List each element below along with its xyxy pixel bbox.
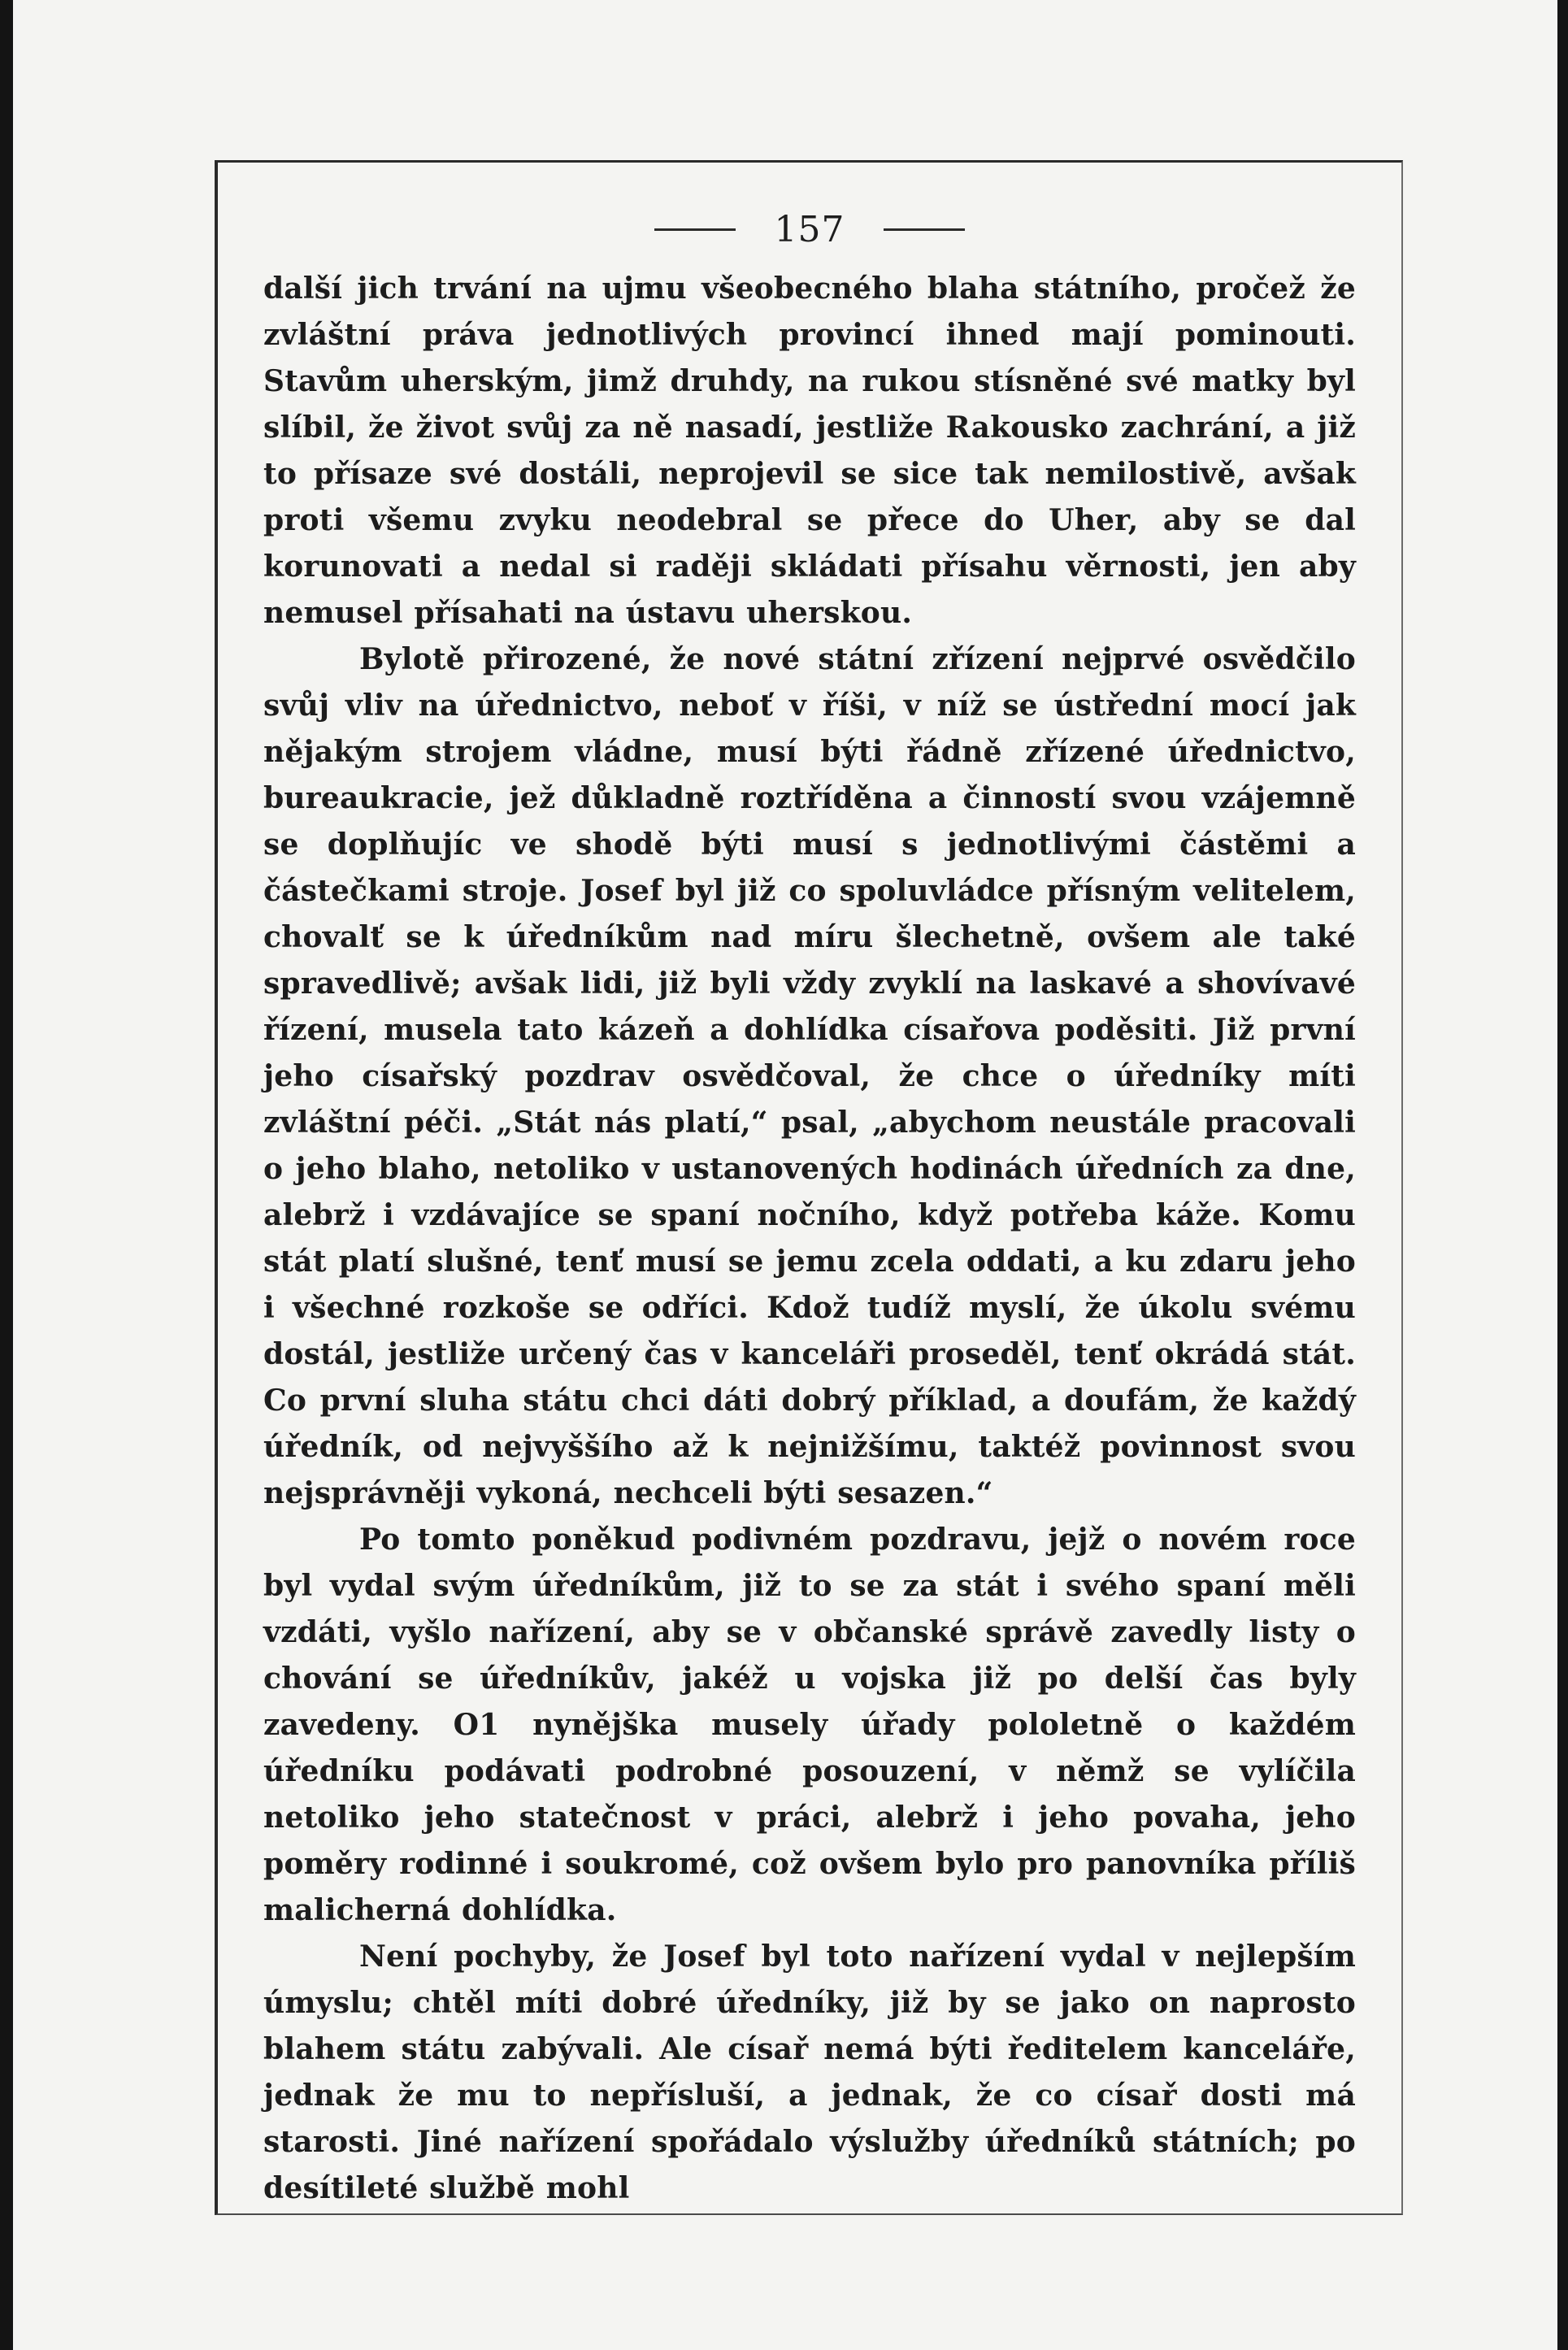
paragraph: Bylotě přirozené, že nové státní zřízení nejprvé osvědčilo svůj vliv na úřednictvo, neboť v říši, v níž se ústřední mocí jak nějakým strojem vládne, musí býti řádně zřízené úřednictvo, bureaukracie, jež důkladně roztříděna a činností svou vzájemně se doplňujíc ve shodě býti musí s jednotlivými částěmi a částečkami stroje. Josef byl již co spoluvládce přísným velitelem, chovalť se k úředníkům nad míru šlechetně, ovšem ale také spravedlivě; avšak lidi, již byli vždy zvyklí na laskavé a shovívavé řízení, musela tato kázeň a dohlídka císařova poděsiti. Již první jeho císařský pozdrav osvědčoval, že chce o úředníky míti zvláštní péči. „Stát nás platí,“ psal, „abychom neustále pracovali o jeho blaho, netoliko v ustanovených hodinách úředních za dne, alebrž i vzdávajíce se spaní nočního, když potřeba káže. Komu stát platí slušné, tenť musí se jemu zcela oddati, a ku zdaru jeho i všechné rozkoše se odříci. Kdož tudíž myslí, že úkolu svému dostál, jestliže určený čas v kanceláři proseděl, tenť okrádá stát. Co první sluha státu chci dáti dobrý příklad, a doufám, že každý úředník, od nejvyššího až k nejnižšímu, taktéž povinnost svou nejsprávněji vykoná, nechceli býti sesazen.“ [263,642,1356,1510]
page-header [265,205,1354,254]
paragraph: Není pochyby, že Josef byl toto nařízení vydal v nejlepším úmyslu; chtěl míti dobré úředníky, již by se jako on naprosto blahem státu zabývali. Ale císař nemá býti ředitelem kanceláře, jednak že mu to nepřísluší, a jednak, že co císař dosti má starosti. Jiné nařízení spořádalo výslužby úředníků státních; po desítileté službě mohl [263,1940,1356,2205]
page-number: 157 [774,208,845,250]
paragraph-continuation: další jich trvání na ujmu všeobecného blaha státního, pročež že zvláštní práva jednotlivých provincí ihned mají pominouti. Stavům uherským, jimž druhdy, na rukou stísněné své matky byl slíbil, že život svůj za ně nasadí, jestliže Rakousko zachrání, a již to přísaze své dostáli, neprojevil se sice tak nemilostivě, avšak proti všemu zvyku neodebral se přece do Uher, aby se dal korunovati a nedal si raději skládati přísahu věrnosti, jen aby nemusel přísahati na ústavu uherskou. [263,271,1356,630]
header-rule-left [654,228,736,231]
text-body [263,266,1356,2212]
paragraph: Po tomto poněkud podivném pozdravu, jejž o novém roce byl vydal svým úředníkům, již to se za stát i svého spaní měli vzdáti, vyšlo nařízení, aby se v občanské správě zavedly listy o chování se úředníkův, jakéž u vojska již po delší čas byly zavedeny. O1 nynějška musely úřady pololetně o každém úředníku podávati podrobné posouzení, v němž se vylíčila netoliko jeho statečnost v práci, alebrž i jeho povaha, jeho poměry rodinné i soukromé, což ovšem bylo pro panovníka příliš malicherná dohlídka. [263,1523,1356,1927]
header-rule-right [884,228,965,231]
book-page [13,0,1557,2350]
